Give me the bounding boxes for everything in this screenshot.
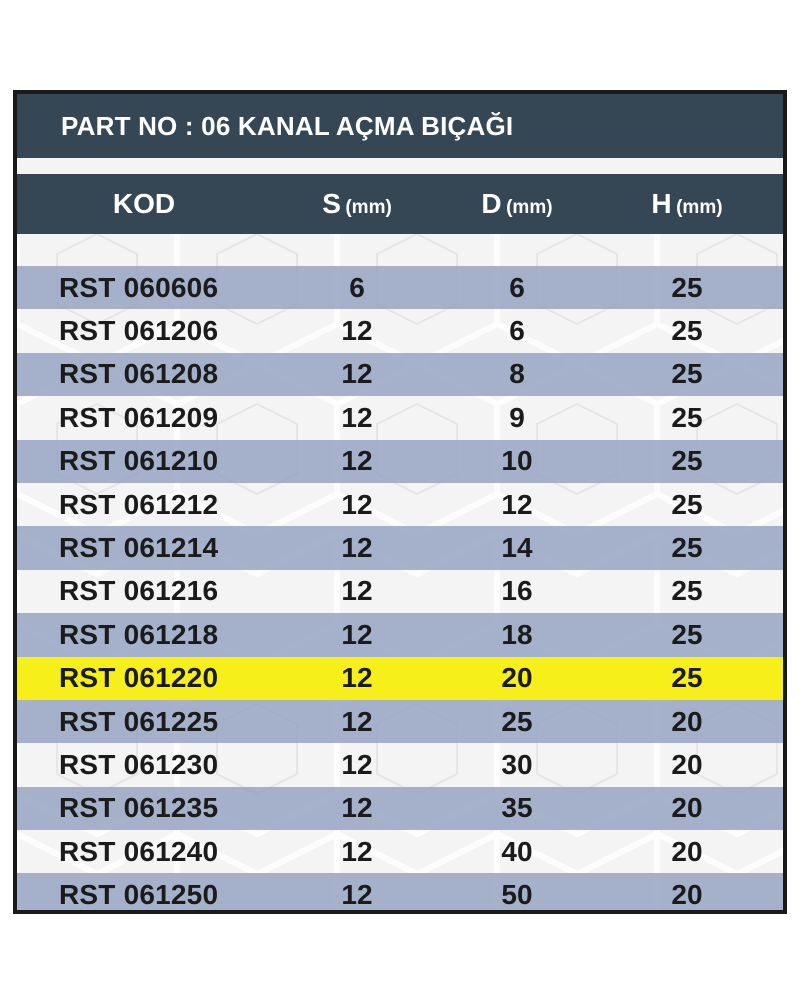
cell-h: 25: [671, 662, 703, 694]
cell-h: 20: [671, 879, 703, 911]
cell-h: 25: [671, 575, 703, 607]
cell-h: 25: [671, 401, 703, 433]
cell-s: 6: [349, 271, 365, 303]
cell-s: 12: [341, 445, 373, 477]
table-row: [17, 787, 783, 830]
cell-kod: RST 061235: [59, 792, 219, 824]
table-title: PART NO : 06 KANAL AÇMA BIÇAĞI: [61, 110, 514, 141]
cell-h: 20: [671, 748, 703, 780]
cell-h: 25: [671, 488, 703, 520]
cell-s: 12: [341, 575, 373, 607]
product-table-card: [13, 90, 787, 914]
cell-d: 25: [501, 705, 533, 737]
table-row: [17, 830, 783, 873]
cell-s: 12: [341, 358, 373, 390]
cell-h: 20: [671, 792, 703, 824]
cell-s: 12: [341, 748, 373, 780]
column-header-row: [17, 174, 783, 234]
cell-s: 12: [341, 488, 373, 520]
cell-s: 12: [341, 532, 373, 564]
cell-s: 12: [341, 401, 373, 433]
table-row-highlighted: [17, 657, 783, 700]
cell-d: 9: [509, 401, 525, 433]
cell-h: 20: [671, 835, 703, 867]
table-row: [17, 873, 783, 914]
cell-kod: RST 061206: [59, 315, 219, 347]
cell-s: 12: [341, 662, 373, 694]
cell-d: 16: [501, 575, 533, 607]
spacer: [17, 234, 783, 266]
cell-kod: RST 061240: [59, 835, 219, 867]
cell-kod: RST 061225: [59, 705, 219, 737]
cell-s: 12: [341, 835, 373, 867]
cell-kod: RST 061220: [59, 662, 219, 694]
cell-kod: RST 061208: [59, 358, 219, 390]
cell-d: 12: [501, 488, 533, 520]
cell-s: 12: [341, 705, 373, 737]
table-row: [17, 483, 783, 526]
cell-kod: RST 060606: [59, 271, 219, 303]
cell-s: 12: [341, 792, 373, 824]
table-row: [17, 526, 783, 569]
cell-s: 12: [341, 315, 373, 347]
table-row: [17, 353, 783, 396]
cell-s: 12: [341, 879, 373, 911]
cell-kod: RST 061212: [59, 488, 219, 520]
cell-kod: RST 061210: [59, 445, 219, 477]
cell-kod: RST 061214: [59, 532, 219, 564]
cell-d: 40: [501, 835, 533, 867]
table-row: [17, 613, 783, 656]
cell-d: 6: [509, 271, 525, 303]
table-row: [17, 743, 783, 786]
cell-kod: RST 061209: [59, 401, 219, 433]
spacer: [17, 158, 783, 174]
table-row: [17, 309, 783, 352]
cell-d: 20: [501, 662, 533, 694]
cell-d: 14: [501, 532, 533, 564]
cell-d: 8: [509, 358, 525, 390]
cell-h: 25: [671, 358, 703, 390]
cell-h: 25: [671, 618, 703, 650]
cell-h: 25: [671, 445, 703, 477]
header-s: S (mm): [322, 188, 392, 219]
header-h: H (mm): [651, 188, 723, 219]
cell-kod: RST 061218: [59, 618, 219, 650]
cell-d: 30: [501, 748, 533, 780]
cell-s: 12: [341, 618, 373, 650]
table-row: [17, 570, 783, 613]
cell-d: 35: [501, 792, 533, 824]
cell-d: 18: [501, 618, 533, 650]
header-d: D (mm): [481, 188, 553, 219]
table-row: [17, 396, 783, 439]
cell-h: 25: [671, 315, 703, 347]
table-body: [17, 266, 783, 914]
cell-d: 50: [501, 879, 533, 911]
cell-h: 25: [671, 532, 703, 564]
table-row: [17, 700, 783, 743]
cell-h: 25: [671, 271, 703, 303]
table-row: [17, 440, 783, 483]
cell-h: 20: [671, 705, 703, 737]
cell-kod: RST 061250: [59, 879, 219, 911]
cell-kod: RST 061216: [59, 575, 219, 607]
table-title-bar: [17, 94, 783, 158]
cell-d: 10: [501, 445, 533, 477]
cell-d: 6: [509, 315, 525, 347]
cell-kod: RST 061230: [59, 748, 219, 780]
table-row: [17, 266, 783, 309]
header-kod: KOD: [112, 188, 176, 219]
